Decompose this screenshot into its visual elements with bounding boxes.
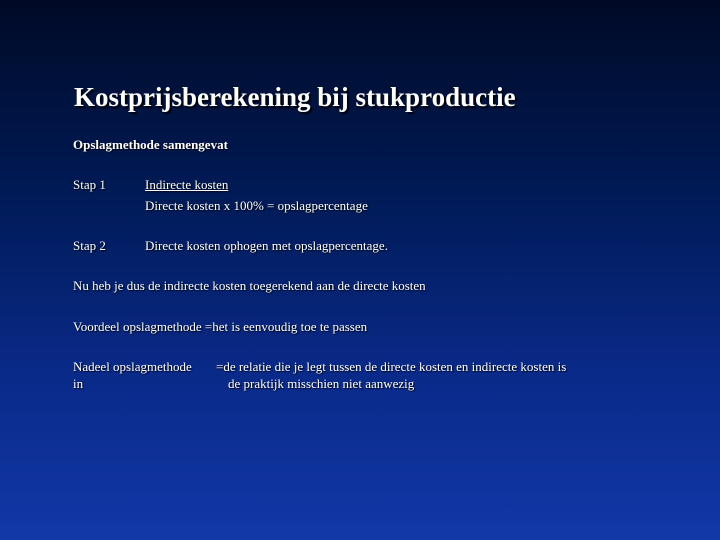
summary-text: Nu heb je dus de indirecte kosten toegerekend aan de directe kosten (73, 278, 426, 293)
step1-label: Stap 1 (73, 177, 106, 192)
step1-numerator: Indirecte kosten (145, 177, 229, 192)
step2-label: Stap 2 (73, 238, 106, 253)
slide-title: Kostprijsberekening bij stukproductie (74, 82, 516, 112)
step2-text: Directe kosten ophogen met opslagpercentage. (145, 238, 388, 253)
disadvantage-label-line1: Nadeel opslagmethode (73, 359, 192, 374)
advantage-text: Voordeel opslagmethode =het is eenvoudig toe te passen (73, 319, 368, 334)
disadvantage-text-line2: de praktijk misschien niet aanwezig (228, 376, 415, 391)
slide-subtitle: Opslagmethode samengevat (73, 137, 228, 152)
step1-denominator: Directe kosten x 100% = opslagpercentage (145, 198, 368, 213)
disadvantage-text-line1: =de relatie die je legt tussen de directe kosten en indirecte kosten is (216, 359, 567, 374)
disadvantage-label-line2: in (73, 376, 84, 391)
